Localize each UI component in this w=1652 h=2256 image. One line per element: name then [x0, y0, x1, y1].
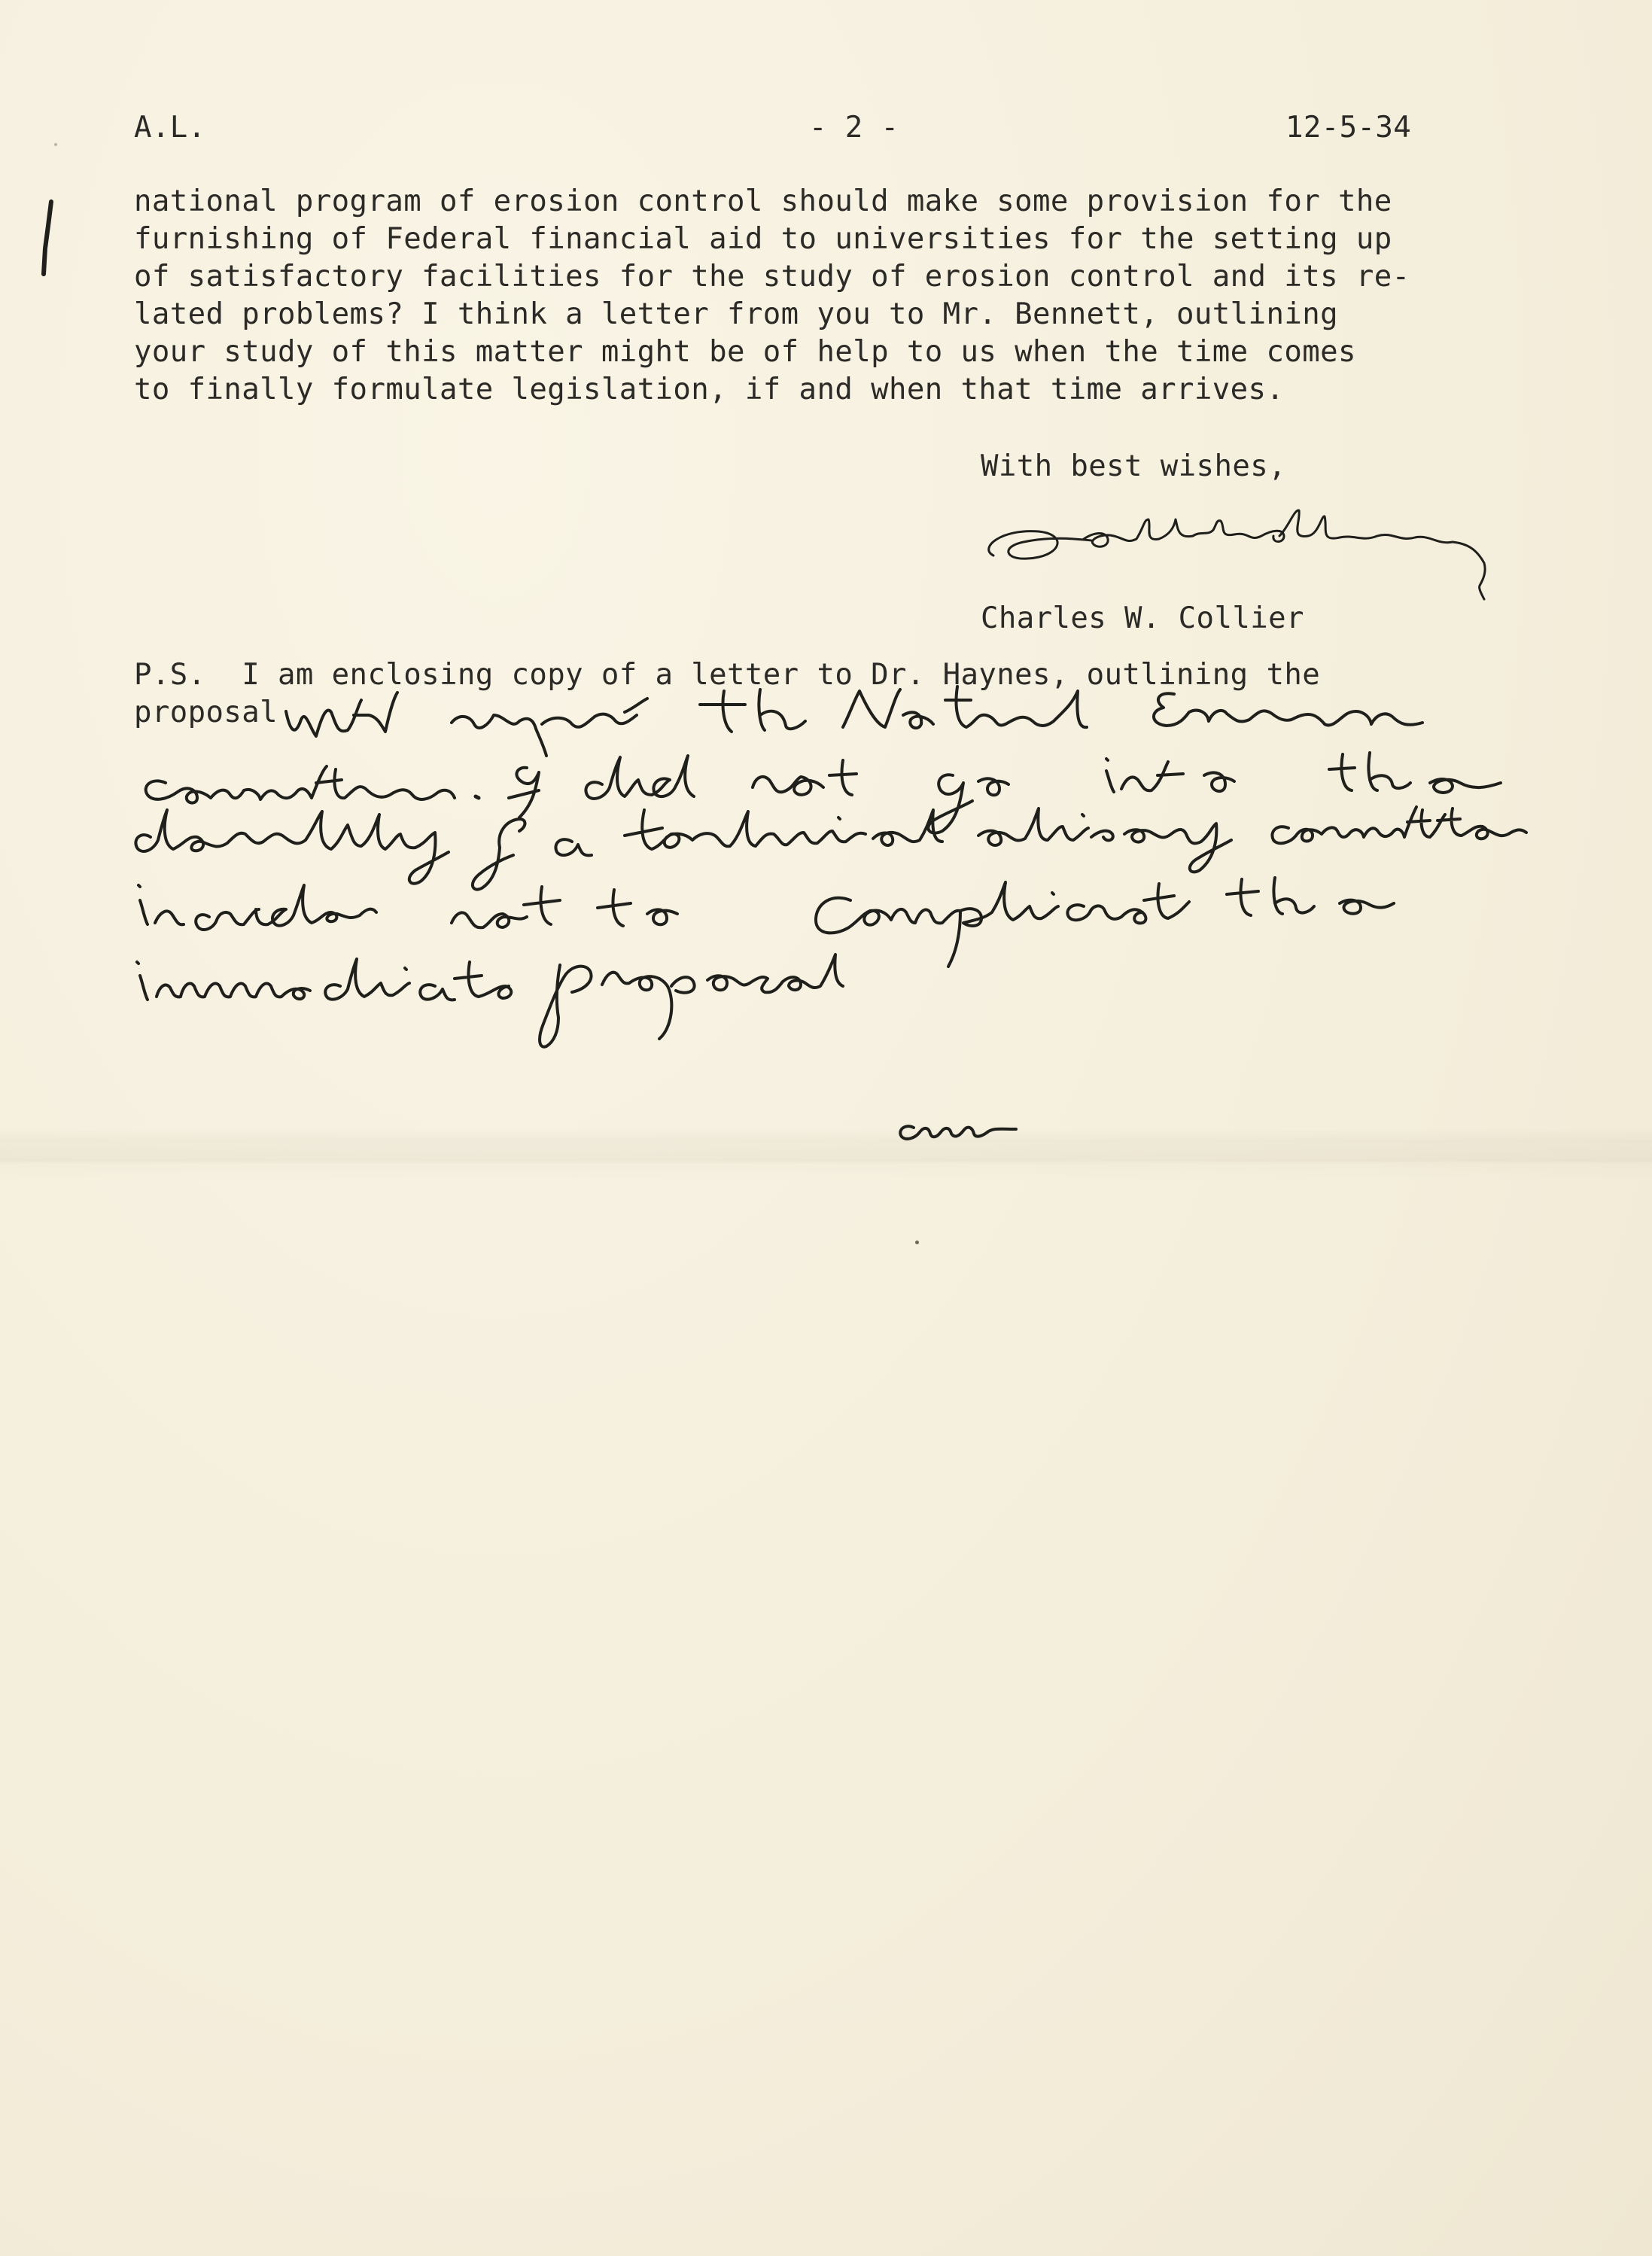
body-line: to finally formulate legislation, if and when that time arrives. [134, 373, 1285, 406]
paper-speck [915, 1241, 919, 1244]
postscript-word: proposal [134, 696, 278, 729]
signer-name: Charles W. Collier [981, 601, 1304, 635]
closing-salutation: With best wishes, [981, 449, 1286, 483]
header-page-number: - 2 - [809, 111, 899, 145]
body-line: of satisfactory facilities for the study of erosion control and its re- [134, 260, 1410, 294]
body-paragraph [134, 183, 1410, 409]
body-line: national program of erosion control should make some provision for the [134, 184, 1392, 218]
body-line: furnishing of Federal financial aid to universities for the setting up [134, 222, 1392, 256]
paper-speck [54, 143, 57, 146]
paper-fold [0, 1144, 1652, 1180]
body-line: lated problems? I think a letter from you to Mr. Bennett, outlining [134, 297, 1338, 331]
body-line: your study of this matter might be of help to us when the time comes [134, 335, 1356, 369]
header-date: 12-5-34 [1285, 111, 1412, 145]
header-initials: A.L. [134, 111, 206, 145]
postscript-line: P.S. I am enclosing copy of a letter to Dr. Haynes, outlining the [134, 658, 1321, 692]
